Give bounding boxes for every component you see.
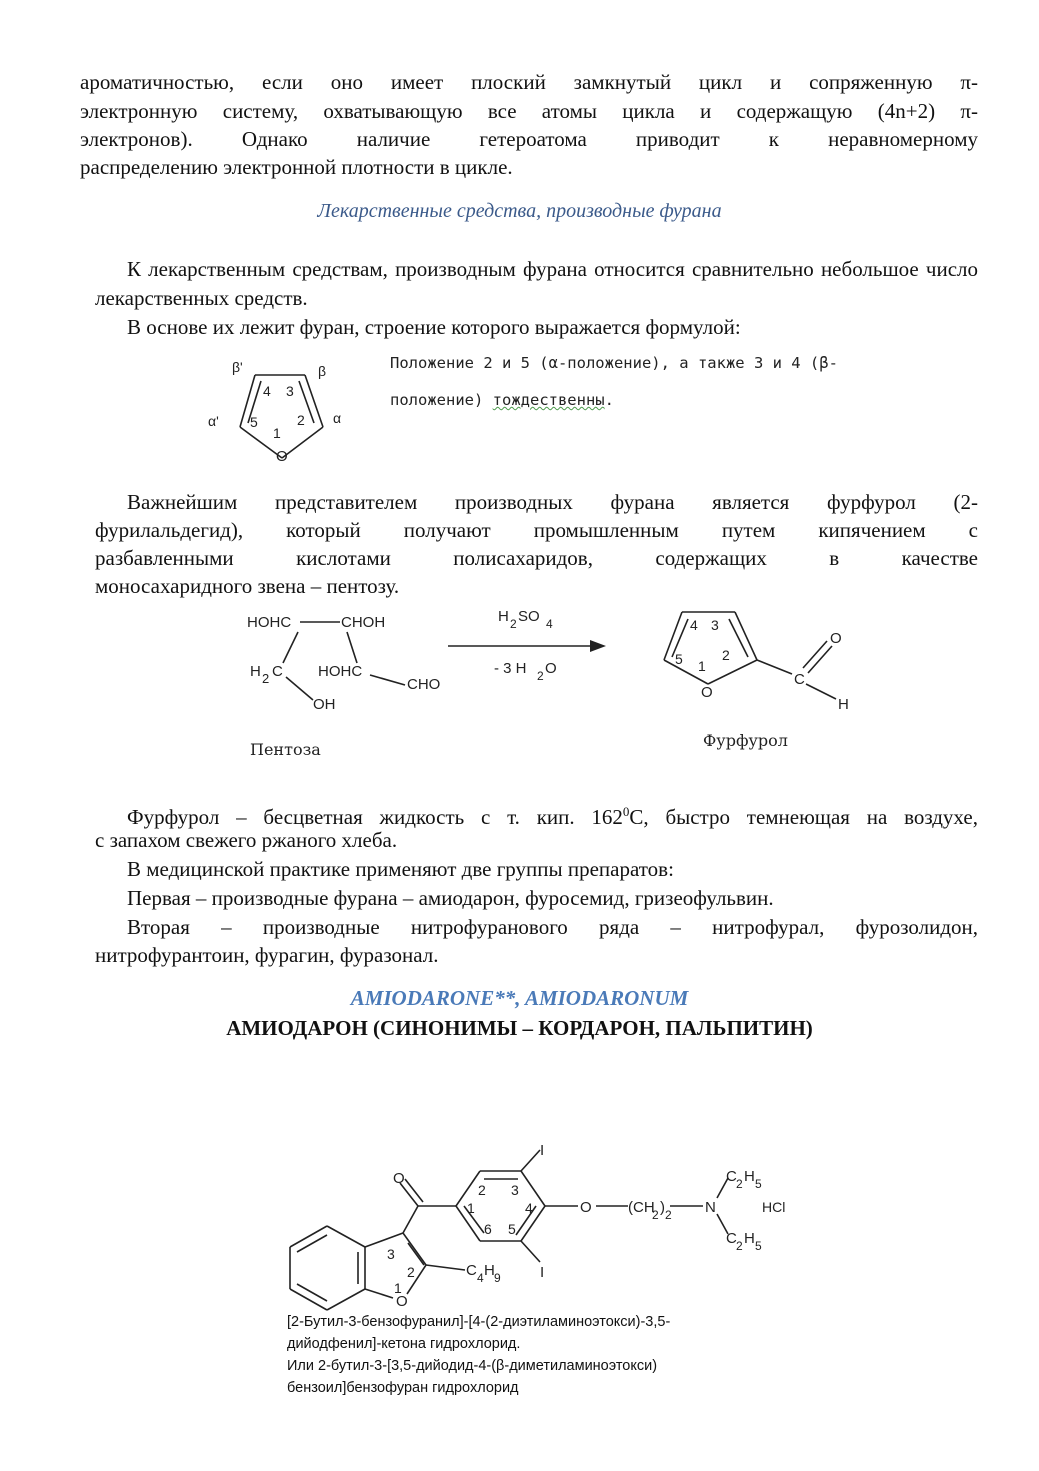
furfural-n3: 3 [711, 617, 719, 633]
furfural-carbonyl-o: O [830, 630, 842, 647]
drug-title: АМИОДАРОН (СИНОНИМЫ – КОРДАРОН, ПАЛЬПИТИН) [226, 1016, 813, 1040]
amio-p3: 3 [511, 1182, 519, 1198]
furfural-n4: 4 [690, 617, 698, 633]
para-4-line-1b: С, быстро темнеющая на воздухе, [629, 805, 978, 829]
amio-ethyl1-5: 5 [755, 1177, 762, 1191]
amio-iodine-top: I [540, 1142, 545, 1159]
caption-line-1: [2-Бутил-3-бензофуранил]-[4-(2-диэтиламиноэтокси)-3,5- [287, 1314, 671, 1330]
para-3-line-4: моносахаридного звена – пентозу. [95, 574, 400, 598]
furan-n5: 5 [250, 414, 258, 430]
furan-n1: 1 [273, 425, 281, 441]
pentose-h2c-2: 2 [262, 671, 270, 686]
para-4-line-1a: Фурфурол – бесцветная жидкость с т. кип. 162 [127, 805, 623, 829]
pentose-hohc-mid: HOHC [318, 663, 363, 680]
furfural-carbonyl-c: C [794, 671, 805, 688]
amio-ethyl1-2: 2 [736, 1177, 743, 1191]
amio-ch2-sub-b: 2 [665, 1208, 672, 1222]
degree-sup: 0 [622, 804, 630, 819]
pentose-choh-top: CHOH [341, 614, 386, 631]
furan-beta-prime-label: β' [232, 359, 243, 375]
amio-butyl-c: C [466, 1262, 477, 1279]
amio-hcl: HCl [762, 1199, 786, 1215]
para-1: К лекарственным средствам, производным фурана относится сравнительно небольшое число лекарственных средств. [95, 257, 978, 310]
furan-note-line-2c: . [604, 391, 614, 409]
furan-note-line-2b: тождественны [492, 391, 605, 409]
pentose-h2c-h: H [250, 663, 261, 680]
para-3-line-1: Важнейшим представителем производных фурана является фурфурол (2- [127, 490, 978, 514]
reaction-arrow [448, 640, 606, 652]
amio-b3: 3 [387, 1246, 395, 1262]
para-2: В основе их лежит фуран, строение которого выражается формулой: [127, 315, 741, 339]
reagent-so: SO [518, 608, 540, 625]
amio-ethyl2-5: 5 [755, 1239, 762, 1253]
para-6: Первая – производные фурана – амиодарон, фуросемид, гризеофульвин. [127, 886, 774, 910]
amio-iodine-bottom: I [540, 1264, 545, 1281]
furan-beta-label: β [318, 363, 327, 379]
drug-latin-name: AMIODARONE**, AMIODARONUM [350, 986, 689, 1010]
reagent-h: H [498, 608, 509, 625]
amio-p1: 1 [467, 1200, 475, 1216]
section-title: Лекарственные средства, производные фурана [317, 200, 722, 222]
amio-b2: 2 [407, 1264, 415, 1280]
amio-carbonyl-o: O [393, 1170, 405, 1187]
amio-ch2-open: (CH [628, 1199, 655, 1216]
amio-ethyl2-c: C [726, 1230, 737, 1247]
intro-line-2: электронную систему, охватывающую все атомы цикла и содержащую (4n+2) π- [80, 99, 978, 123]
pentose-cho: CHO [407, 676, 441, 693]
furfural-caption: Фурфурол [703, 731, 788, 750]
amio-butyl-4: 4 [477, 1271, 484, 1285]
furan-note-line-2a: положение) [390, 391, 493, 409]
furan-oxygen: O [276, 448, 288, 465]
intro-line-4: распределению электронной плотности в цикле. [80, 155, 513, 179]
amio-b1: 1 [394, 1280, 402, 1296]
furfural-n2: 2 [722, 647, 730, 663]
amio-p5: 5 [508, 1221, 516, 1237]
caption-line-2: дийодфенил]-кетона гидрохлорид. [287, 1336, 521, 1352]
furan-alpha-prime-label: α' [208, 413, 219, 429]
reagent-2: 2 [510, 617, 517, 631]
para-5: В медицинской практике применяют две группы препаратов: [127, 857, 674, 881]
caption-line-3: Или 2-бутил-3-[3,5-дийодид-4-(β-диметиламиноэтокси) [287, 1358, 658, 1374]
amio-p2: 2 [478, 1182, 486, 1198]
furfural-n1: 1 [698, 658, 706, 674]
furfural-n5: 5 [675, 651, 683, 667]
amio-ethyl1-c: C [726, 1168, 737, 1185]
furan-n3: 3 [286, 383, 294, 399]
pentose-h2c-c: C [272, 663, 283, 680]
reagent-4: 4 [546, 617, 553, 631]
caption-line-4: бензоил]бензофуран гидрохлорид [287, 1380, 519, 1396]
para-3-line-2: фурилальдегид), который получают промышленным путем кипячением с [95, 518, 978, 542]
furfural-aldehyde-h: H [838, 696, 849, 713]
pentose-structure [283, 622, 405, 700]
furan-alpha-label: α [333, 410, 342, 426]
para-7-line-1: Вторая – производные нитрофуранового ряда – нитрофурал, фурозолидон, [127, 915, 978, 939]
amio-ether-o: O [580, 1199, 592, 1216]
minus-water-2: 2 [537, 669, 544, 683]
amio-ethyl2-h: H [744, 1230, 755, 1247]
intro-line-1: ароматичностью, если оно имеет плоский замкнутый цикл и сопряженную π- [80, 70, 978, 94]
amio-ch2-sub: 2 [652, 1208, 659, 1222]
furan-note-line-1: Положение 2 и 5 (α-положение), а также 3 и 4 (β- [390, 354, 838, 372]
amio-ethyl1-h: H [744, 1168, 755, 1185]
amio-p6: 6 [484, 1221, 492, 1237]
amio-p4: 4 [525, 1200, 533, 1216]
para-7-line-2: нитрофурантоин, фурагин, фуразонал. [95, 943, 439, 967]
minus-water-a: - 3 H [494, 660, 527, 677]
furan-n2: 2 [297, 412, 305, 428]
amio-butyl-9: 9 [494, 1271, 501, 1285]
pentose-oh: OH [313, 696, 336, 713]
amio-ring-o: O [396, 1293, 408, 1310]
amio-nitrogen: N [705, 1199, 716, 1216]
pentose-caption: Пентоза [250, 740, 321, 759]
para-4-line-2: с запахом свежего ржаного хлеба. [95, 828, 398, 852]
minus-water-o: O [545, 660, 557, 677]
amio-ethyl2-2: 2 [736, 1239, 743, 1253]
furfural-ring-oxygen: O [701, 684, 713, 701]
amio-ch2-close: ) [660, 1199, 665, 1216]
pentose-hohc-top: HOHC [247, 614, 292, 631]
furan-n4: 4 [263, 383, 271, 399]
intro-line-3: электронов). Однако наличие гетероатома приводит к неравномерному [80, 127, 978, 151]
amio-butyl-h: H [484, 1262, 495, 1279]
para-3-line-3: разбавленными кислотами полисахаридов, содержащих в качестве [95, 546, 978, 570]
